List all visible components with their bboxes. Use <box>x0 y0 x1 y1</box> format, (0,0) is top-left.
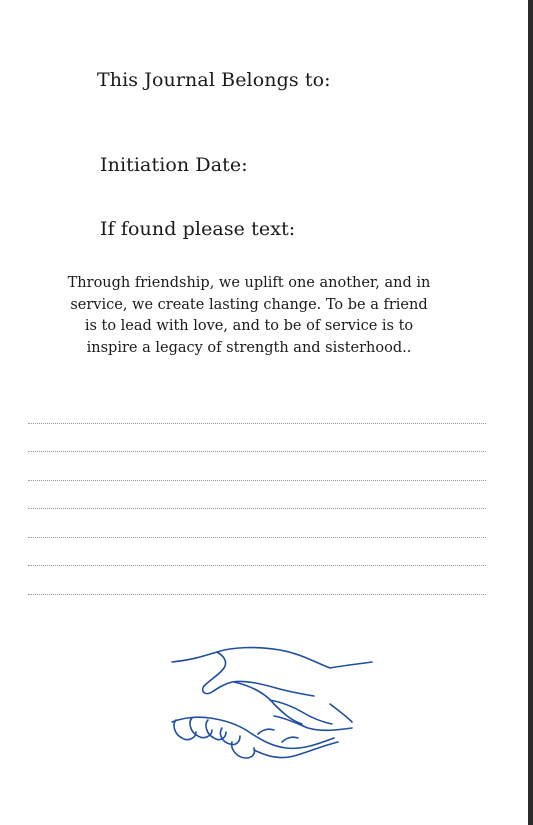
writing-line <box>28 508 486 509</box>
writing-line <box>28 537 486 538</box>
initiation-date-label: Initiation Date: <box>100 154 248 176</box>
owner-label: This Journal Belongs to: <box>97 69 331 91</box>
handshake-icon <box>162 638 378 778</box>
writing-line <box>28 451 486 452</box>
friendship-quote: Through friendship, we uplift one another, and in service, we create lasting change. To be a friend is to lead with love, and to be of service is to inspire a legacy of strength and sisterhood.. <box>67 275 431 356</box>
page-edge <box>528 0 533 825</box>
writing-line <box>28 594 486 595</box>
if-found-label: If found please text: <box>100 218 296 240</box>
writing-line <box>28 480 486 481</box>
writing-line <box>28 565 486 566</box>
writing-line <box>28 423 486 424</box>
